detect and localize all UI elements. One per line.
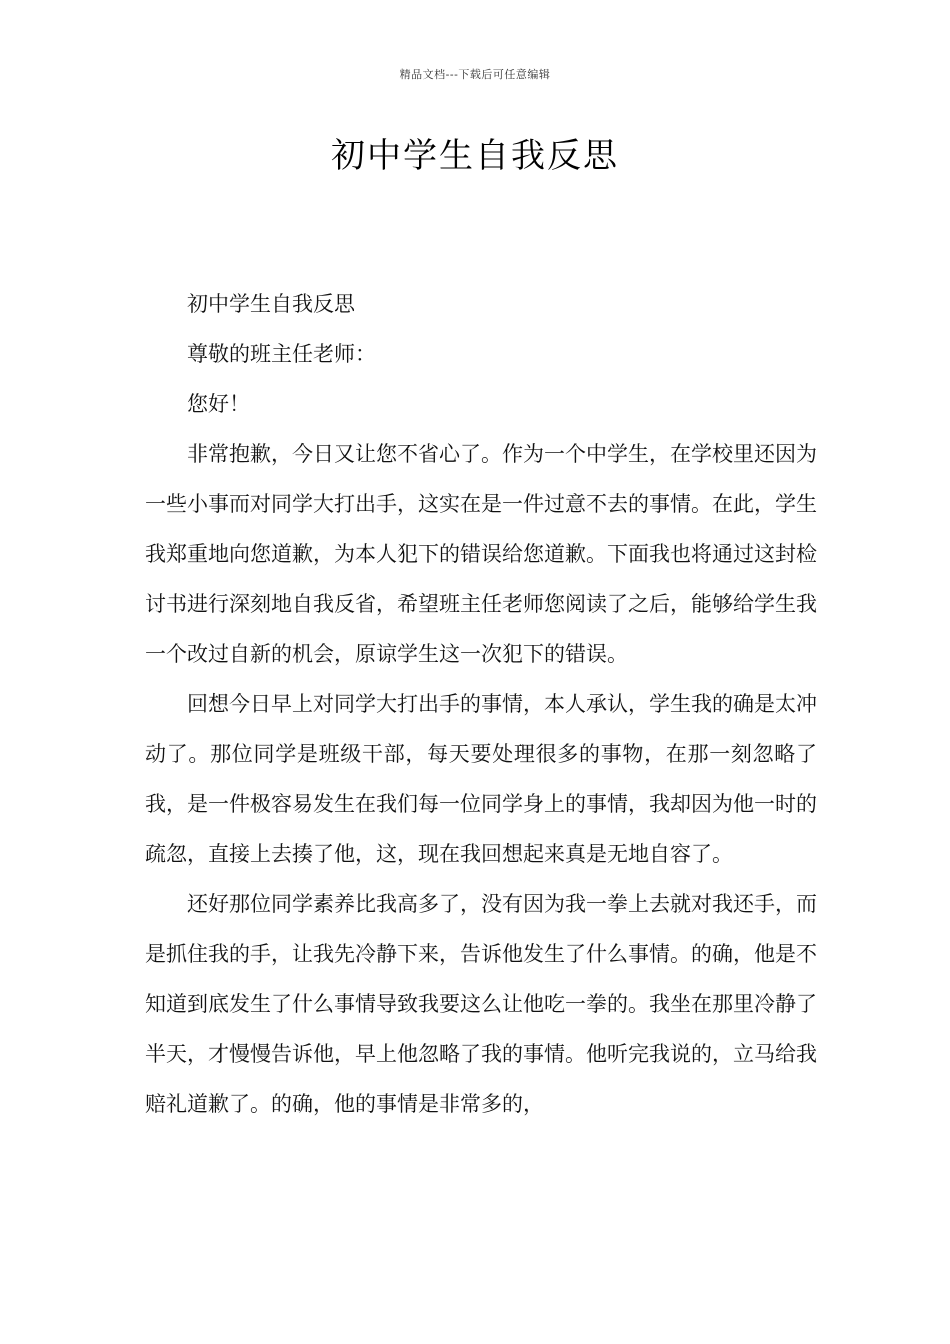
paragraph-body-2: 回想今日早上对同学大打出手的事情，本人承认，学生我的确是太冲动了。那位同学是班级干部，每天要处理很多的事物，在那一刻忽略了我，是一件极容易发生在我们每一位同学身上的事情，我却因为他一时的疏忽，直接上去揍了他，这，现在我回想起来真是无地自容了。 [145,692,817,866]
paragraph-greeting: 您好！ [187,392,250,416]
header-note: 精品文档---下载后可任意编辑 [399,68,551,81]
paragraph-body-3: 还好那位同学素养比我高多了，没有因为我一拳上去就对我还手，而是抓住我的手，让我先冷静下来，告诉他发生了什么事情。的确，他是不知道到底发生了什么事情导致我要这么让他吃一拳的。我坐在那里冷静了半天，才慢慢告诉他，早上他忽略了我的事情。他听完我说的，立马给我赔礼道歉了。的确，他的事情是非常多的， [145,892,817,1116]
paragraph-body-1: 非常抱歉，今日又让您不省心了。作为一个中学生，在学校里还因为一些小事而对同学大打出手，这实在是一件过意不去的事情。在此，学生我郑重地向您道歉，为本人犯下的错误给您道歉。下面我也将通过这封检讨书进行深刻地自我反省，希望班主任老师您阅读了之后，能够给学生我一个改过自新的机会，原谅学生这一次犯下的错误。 [145,442,817,666]
paragraph-salutation: 尊敬的班主任老师： [187,342,376,366]
paragraph-subtitle: 初中学生自我反思 [187,292,355,316]
document-body [145,279,817,1129]
document-title: 初中学生自我反思 [331,136,619,176]
